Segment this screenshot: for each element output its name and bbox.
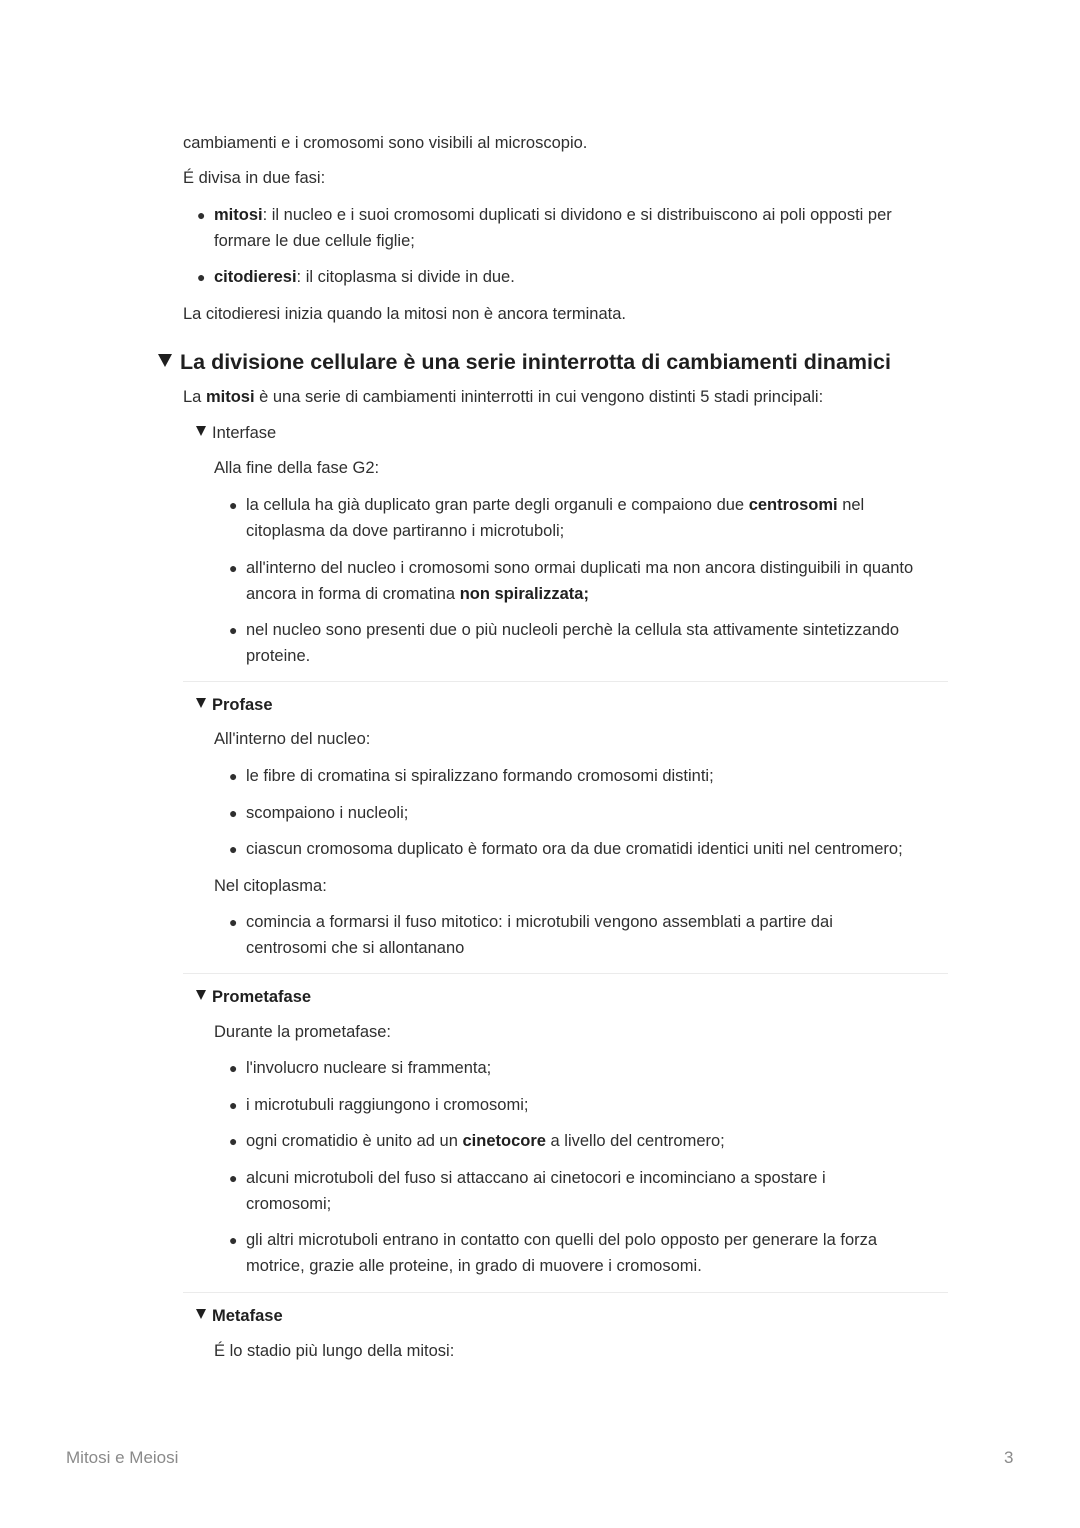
list-item: ● alcuni microtuboli del fuso si attaccano ai cinetocori e incominciano a spostare i cromosomi; bbox=[246, 1165, 886, 1217]
divider bbox=[183, 681, 948, 682]
page-number: 3 bbox=[1004, 1448, 1014, 1467]
list-item: ● scompaiono i nucleoli; bbox=[246, 800, 946, 826]
list-item: ● ogni cromatidio è unito ad un cinetocore a livello del centromero; bbox=[246, 1128, 946, 1154]
divider bbox=[183, 973, 948, 974]
paragraph: Nel citoplasma: bbox=[214, 877, 327, 895]
toggle-triangle-icon[interactable] bbox=[158, 354, 172, 367]
bullet-icon: ● bbox=[229, 805, 238, 821]
footer-document-title: Mitosi e Meiosi bbox=[66, 1448, 179, 1467]
toggle-title: Profase bbox=[212, 696, 273, 714]
term: citodieresi bbox=[214, 268, 297, 286]
paragraph: La citodieresi inizia quando la mitosi non è ancora terminata. bbox=[183, 305, 627, 323]
list-item: ● gli altri microtuboli entrano in contatto con quelli del polo opposto per generare la forza motrice, grazie alle proteine, in grado di muovere i cromosomi. bbox=[246, 1227, 936, 1279]
toggle-title: Metafase bbox=[212, 1307, 283, 1325]
list-item: ● comincia a formarsi il fuso mitotico: i microtubili vengono assemblati a partire dai centrosomi che si allontanano bbox=[246, 909, 906, 961]
toggle-metafase[interactable] bbox=[196, 1303, 283, 1329]
paragraph: Alla fine della fase G2: bbox=[214, 459, 380, 477]
list-item bbox=[197, 202, 944, 254]
toggle-title: Prometafase bbox=[212, 988, 312, 1006]
paragraph: All'interno del nucleo: bbox=[214, 730, 371, 748]
bullet-icon: ● bbox=[229, 914, 238, 930]
toggle-triangle-icon[interactable] bbox=[196, 1309, 206, 1319]
bullet-icon: ● bbox=[229, 1133, 238, 1149]
section-heading-toggle[interactable] bbox=[158, 347, 891, 377]
toggle-interfase[interactable] bbox=[196, 420, 276, 446]
bullet-icon: ● bbox=[197, 269, 206, 285]
toggle-profase[interactable] bbox=[196, 692, 273, 718]
paragraph: É divisa in due fasi: bbox=[183, 169, 326, 187]
toggle-prometafase[interactable] bbox=[196, 984, 311, 1010]
bullet-icon: ● bbox=[229, 841, 238, 857]
list-item: ● nel nucleo sono presenti due o più nucleoli perchè la cellula sta attivamente sintetizzando proteine. bbox=[246, 617, 946, 669]
toggle-triangle-icon[interactable] bbox=[196, 426, 206, 436]
list-item: ● le fibre di cromatina si spiralizzano formando cromosomi distinti; bbox=[246, 763, 946, 789]
bullet-icon: ● bbox=[229, 1060, 238, 1076]
paragraph: La mitosi è una serie di cambiamenti ininterrotti in cui vengono distinti 5 stadi principali: bbox=[183, 388, 824, 406]
list-item-text: : il citoplasma si divide in due. bbox=[296, 268, 515, 286]
bullet-icon: ● bbox=[229, 1097, 238, 1113]
list-item: ● all'interno del nucleo i cromosomi sono ormai duplicati ma non ancora distinguibili in quanto ancora in forma di cromatina non spiralizzata; bbox=[246, 555, 946, 607]
paragraph: Durante la prometafase: bbox=[214, 1023, 392, 1041]
list-item: ● ciascun cromosoma duplicato è formato ora da due cromatidi identici uniti nel centromero; bbox=[246, 836, 966, 862]
paragraph: É lo stadio più lungo della mitosi: bbox=[214, 1342, 455, 1360]
list-item: ● i microtubuli raggiungono i cromosomi; bbox=[246, 1092, 946, 1118]
bullet-icon: ● bbox=[229, 622, 238, 638]
term: mitosi bbox=[214, 206, 263, 224]
bullet-icon: ● bbox=[197, 207, 206, 223]
toggle-triangle-icon[interactable] bbox=[196, 698, 206, 708]
bullet-icon: ● bbox=[229, 768, 238, 784]
divider bbox=[183, 1292, 948, 1293]
bullet-icon: ● bbox=[229, 1170, 238, 1186]
list-item bbox=[197, 264, 944, 290]
list-item: ● l'involucro nucleare si frammenta; bbox=[246, 1055, 946, 1081]
section-heading: La divisione cellulare è una serie ininterrotta di cambiamenti dinamici bbox=[180, 350, 891, 374]
list-item: ● la cellula ha già duplicato gran parte degli organuli e compaiono due centrosomi nel citoplasma da dove partiranno i microtuboli; bbox=[246, 492, 946, 544]
bullet-icon: ● bbox=[229, 1232, 238, 1248]
bullet-icon: ● bbox=[229, 497, 238, 513]
paragraph: cambiamenti e i cromosomi sono visibili al microscopio. bbox=[183, 134, 588, 152]
toggle-triangle-icon[interactable] bbox=[196, 990, 206, 1000]
list-item-text: : il nucleo e i suoi cromosomi duplicati si dividono e si distribuiscono ai poli opposti per formare le due cellule figlie; bbox=[214, 206, 892, 250]
bullet-icon: ● bbox=[229, 560, 238, 576]
toggle-title: Interfase bbox=[212, 424, 277, 442]
